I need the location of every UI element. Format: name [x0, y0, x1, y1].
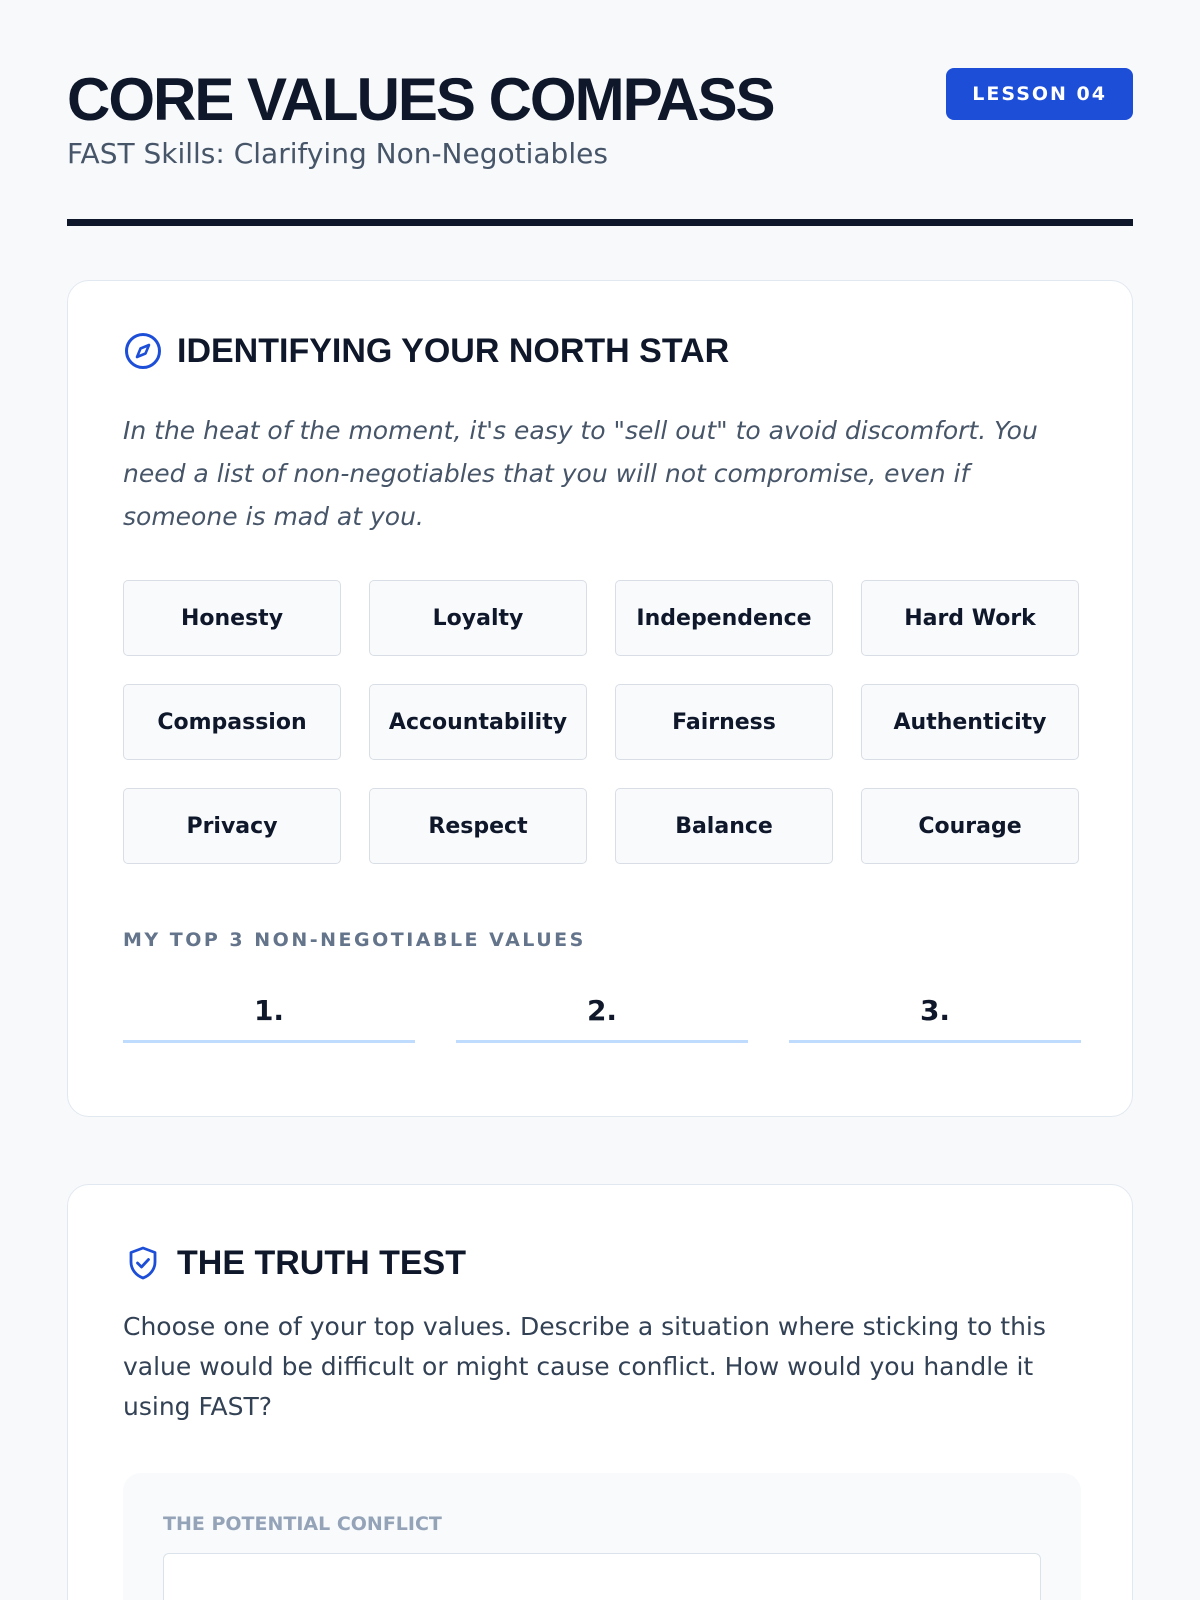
page-subtitle: FAST Skills: Clarifying Non-Negotiables: [67, 137, 608, 170]
value-chip-privacy[interactable]: Privacy: [123, 788, 341, 864]
shield-check-icon: [123, 1243, 163, 1283]
top3-slots: [123, 981, 1081, 1043]
value-chip-fairness[interactable]: Fairness: [615, 684, 833, 760]
value-chip-authenticity[interactable]: Authenticity: [861, 684, 1079, 760]
header-divider: [67, 219, 1133, 226]
truth-test-card: [67, 1184, 1133, 1600]
value-chip-hard-work[interactable]: Hard Work: [861, 580, 1079, 656]
value-chip-accountability[interactable]: Accountability: [369, 684, 587, 760]
value-chip-independence[interactable]: Independence: [615, 580, 833, 656]
value-chip-respect[interactable]: Respect: [369, 788, 587, 864]
top3-label: MY TOP 3 NON-NEGOTIABLE VALUES: [123, 929, 586, 951]
value-chip-balance[interactable]: Balance: [615, 788, 833, 864]
truth-test-title: THE TRUTH TEST: [177, 1243, 466, 1282]
value-chip-compassion[interactable]: Compassion: [123, 684, 341, 760]
top-value-slot-1[interactable]: 1.: [123, 981, 415, 1043]
top-value-slot-2[interactable]: 2.: [456, 981, 748, 1043]
page-header: [67, 60, 1133, 172]
north-star-title: IDENTIFYING YOUR NORTH STAR: [177, 331, 730, 370]
value-chip-loyalty[interactable]: Loyalty: [369, 580, 587, 656]
truth-test-prompt: Choose one of your top values. Describe a situation where sticking to this value would be difficult or might cause conflict. How would you handle it using FAST?: [123, 1312, 1046, 1421]
truth-test-heading: [123, 1243, 466, 1283]
compass-icon: [123, 331, 163, 371]
conflict-input[interactable]: [163, 1553, 1041, 1600]
top-value-slot-3[interactable]: 3.: [789, 981, 1081, 1043]
north-star-card: [67, 280, 1133, 1117]
conflict-label: THE POTENTIAL CONFLICT: [163, 1513, 442, 1535]
page-title: CORE VALUES COMPASS: [67, 66, 774, 133]
north-star-intro: In the heat of the moment, it's easy to "sell out" to avoid discomfort. You need a list of non-negotiables that you will not compromise, even if someone is mad at you.: [123, 416, 1038, 531]
north-star-heading: [123, 331, 729, 371]
value-chip-courage[interactable]: Courage: [861, 788, 1079, 864]
values-grid: [123, 580, 1081, 864]
conflict-panel: [123, 1473, 1081, 1600]
value-chip-honesty[interactable]: Honesty: [123, 580, 341, 656]
lesson-badge: LESSON 04: [946, 68, 1133, 120]
